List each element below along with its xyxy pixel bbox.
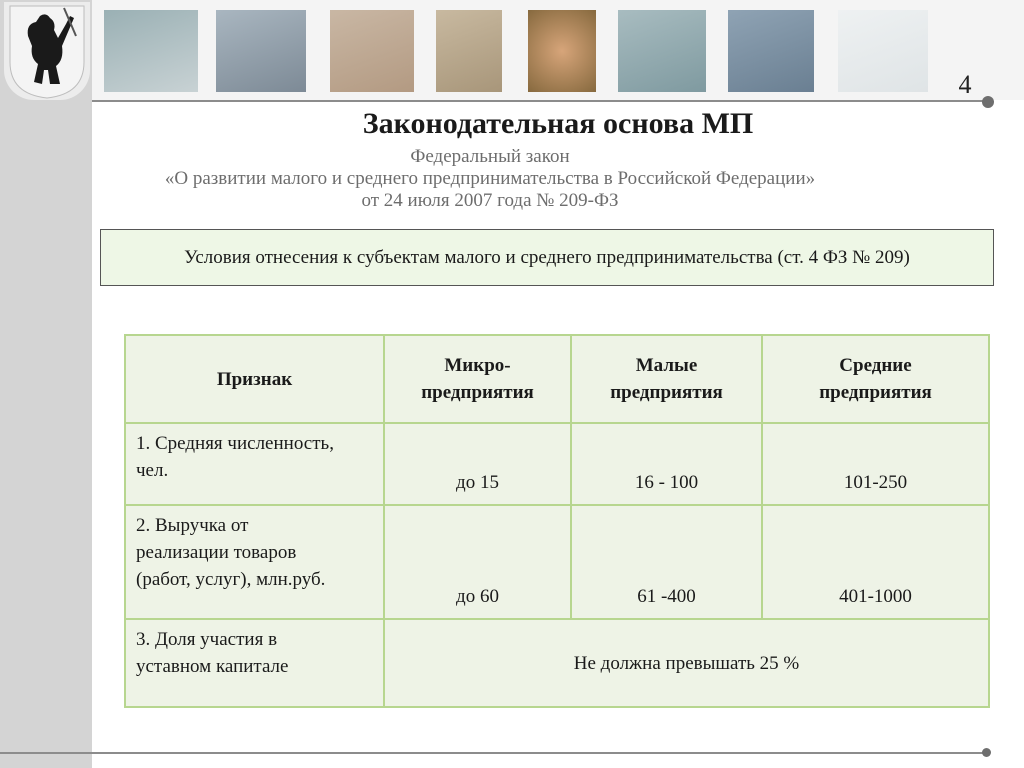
cell-micro: до 15 [384, 423, 571, 505]
banner-photo-handshake [216, 10, 306, 92]
cell-criterion [125, 505, 384, 619]
criterion-line: (работ, услуг), млн.руб. [136, 569, 326, 590]
subtitle-line-2: «О развитии малого и среднего предпринимательства в Российской Федерации» [164, 168, 816, 189]
conditions-box [100, 229, 994, 286]
criterion-line: чел. [136, 460, 169, 481]
footer-rule [0, 752, 988, 754]
table-row [125, 619, 989, 707]
banner-photo-blue [728, 10, 814, 92]
header-medium-line-1: Средние [839, 355, 912, 376]
cell-merged-limit: Не должна превышать 25 % [384, 619, 989, 707]
law-subtitle [140, 146, 840, 212]
banner-photo-coins [436, 10, 502, 92]
subtitle-line-1: Федеральный закон [410, 146, 570, 167]
left-sidebar-strip [0, 0, 92, 768]
subtitle-line-3: от 24 июля 2007 года № 209-ФЗ [361, 190, 619, 211]
header-micro-line-2: предприятия [421, 382, 534, 403]
header-micro [384, 335, 571, 423]
slide-title: Законодательная основа МП [362, 107, 754, 140]
criterion-line: уставном капитале [136, 656, 289, 677]
footer-rule-dot [982, 748, 991, 757]
table-row [125, 423, 989, 505]
table-header-row [125, 335, 989, 423]
criterion-line: реализации товаров [136, 542, 297, 563]
header-small-line-1: Малые [635, 355, 698, 376]
cell-small: 61 -400 [571, 505, 762, 619]
header-photo-banner [92, 0, 1024, 100]
cell-medium: 101-250 [762, 423, 989, 505]
cell-micro: до 60 [384, 505, 571, 619]
cell-medium: 401-1000 [762, 505, 989, 619]
header-small-line-2: предприятия [610, 382, 723, 403]
header-medium [762, 335, 989, 423]
criterion-line: 2. Выручка от [136, 515, 249, 536]
banner-photo-hands [330, 10, 414, 92]
slide-number: 4 [958, 70, 972, 99]
header-micro-line-1: Микро- [444, 355, 511, 376]
header-criterion: Признак [125, 335, 384, 423]
banner-photo-umbrella [104, 10, 198, 92]
header-small [571, 335, 762, 423]
criterion-line: 3. Доля участия в [136, 629, 278, 650]
criterion-line: 1. Средняя численность, [136, 433, 334, 454]
table-row [125, 505, 989, 619]
criteria-table [124, 334, 990, 708]
banner-photo-abstract [618, 10, 706, 92]
conditions-label: Условия отнесения к субъектам малого и среднего предпринимательства (ст. 4 ФЗ № 209) [184, 246, 910, 268]
banner-photo-globe [528, 10, 596, 92]
cell-criterion [125, 423, 384, 505]
header-medium-line-2: предприятия [819, 382, 932, 403]
cell-criterion [125, 619, 384, 707]
bear-crest-icon [4, 2, 90, 100]
cell-small: 16 - 100 [571, 423, 762, 505]
banner-photo-light [838, 10, 928, 92]
